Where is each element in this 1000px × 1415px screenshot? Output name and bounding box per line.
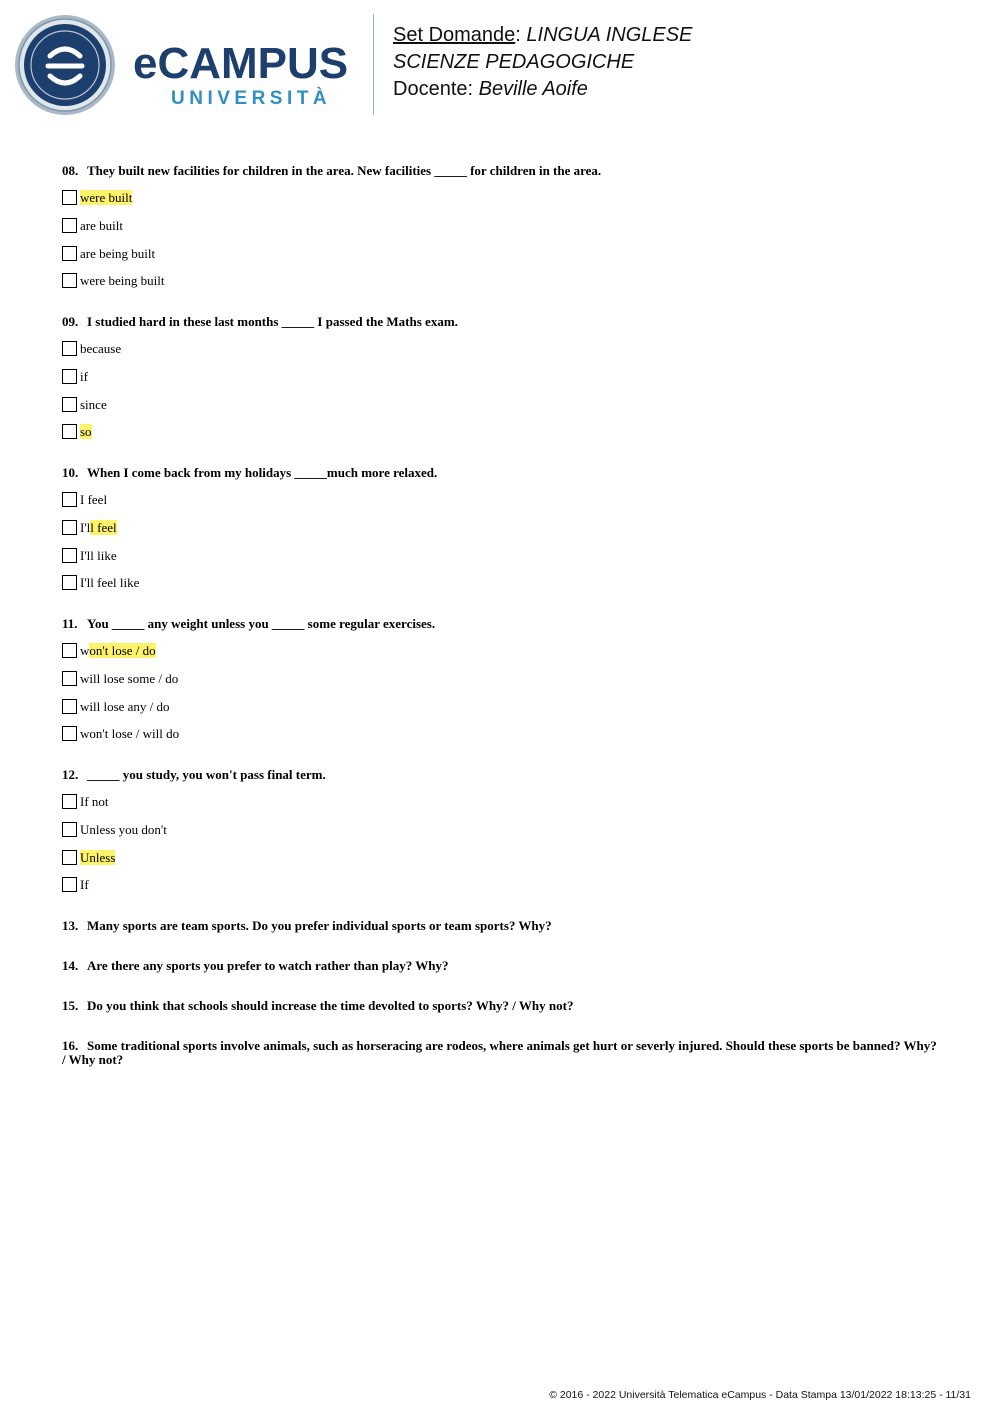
question-14 (62, 959, 448, 973)
question-number: 11. (62, 616, 78, 631)
option-label: I'll feel like (80, 575, 140, 590)
highlighted-answer: Unless (80, 850, 116, 865)
question-16 (62, 1039, 942, 1067)
highlighted-answer: so (80, 424, 92, 439)
option-label: I'll feel (80, 520, 117, 535)
question-text: Are there any sports you prefer to watch rather than play? Why? (87, 958, 449, 973)
option-label: Unless you don't (80, 822, 167, 837)
option-label (80, 190, 132, 205)
question-number: 08. (62, 163, 79, 178)
option-label (80, 424, 92, 439)
question-text: _____ you study, you won't pass final term. (87, 767, 326, 782)
header-info (393, 22, 692, 103)
checkbox[interactable] (62, 397, 77, 412)
set-sep: : (515, 24, 527, 46)
checkbox[interactable] (62, 520, 77, 535)
checkbox[interactable] (62, 699, 77, 714)
option-label: I feel (80, 492, 108, 507)
option-label: will lose any / do (80, 699, 170, 714)
question-number: 16. (62, 1038, 79, 1053)
question-number: 10. (62, 465, 79, 480)
teacher-name: Beville Aoife (478, 78, 588, 100)
option-label: will lose some / do (80, 671, 179, 686)
option-label: won't lose / do (80, 643, 156, 658)
ecampus-wordmark (133, 40, 358, 112)
checkbox[interactable] (62, 850, 77, 865)
question-08 (62, 164, 601, 178)
checkbox[interactable] (62, 492, 77, 507)
course-name: SCIENZE PEDAGOGICHE (393, 51, 635, 73)
ecampus-seal-logo (14, 14, 116, 116)
checkbox[interactable] (62, 643, 77, 658)
option-label (80, 850, 115, 865)
set-value: LINGUA INGLESE (526, 24, 693, 46)
checkbox[interactable] (62, 726, 77, 741)
question-10 (62, 466, 437, 480)
question-13 (62, 919, 552, 933)
highlighted-answer: were built (80, 190, 133, 205)
question-text: When I come back from my holidays _____much more relaxed. (87, 465, 438, 480)
option-label: since (80, 397, 107, 412)
header-divider (373, 14, 374, 115)
question-text: Some traditional sports involve animals, such as horseracing are rodeos, where animals get hurt or severly injured. Should these sports be banned? Why? / Why not? (62, 1038, 937, 1067)
question-15 (62, 999, 573, 1013)
question-number: 14. (62, 958, 79, 973)
checkbox[interactable] (62, 369, 77, 384)
brand-name: eCAMPUS (133, 39, 349, 88)
teacher-line (393, 76, 692, 103)
question-12 (62, 768, 326, 782)
option-label: If not (80, 794, 109, 809)
checkbox[interactable] (62, 273, 77, 288)
question-09 (62, 315, 458, 329)
checkbox[interactable] (62, 822, 77, 837)
question-number: 12. (62, 767, 79, 782)
option-label: are built (80, 218, 123, 233)
question-number: 09. (62, 314, 79, 329)
highlighted-answer: on't lose / do (89, 643, 156, 658)
question-number: 13. (62, 918, 79, 933)
option-label: I'll like (80, 548, 117, 563)
question-text: You _____ any weight unless you _____ some regular exercises. (87, 616, 436, 631)
teacher-label: Docente: (393, 78, 479, 100)
page-footer: © 2016 - 2022 Università Telematica eCampus - Data Stampa 13/01/2022 18:13:25 - 11/31 (549, 1389, 971, 1401)
option-label: are being built (80, 246, 156, 261)
option-label: if (80, 369, 88, 384)
set-label: Set Domande (393, 24, 516, 46)
option-label: won't lose / will do (80, 726, 180, 741)
highlighted-answer: l feel (90, 520, 117, 535)
question-11 (62, 617, 435, 631)
checkbox[interactable] (62, 575, 77, 590)
option-label: were being built (80, 273, 165, 288)
course-line (393, 49, 692, 76)
brand-sub: UNIVERSITÀ (171, 88, 332, 109)
option-label: because (80, 341, 122, 356)
checkbox[interactable] (62, 671, 77, 686)
checkbox[interactable] (62, 190, 77, 205)
question-text: Many sports are team sports. Do you prefer individual sports or team sports? Why? (87, 918, 552, 933)
option-label: If (80, 877, 89, 892)
checkbox[interactable] (62, 548, 77, 563)
set-line (393, 22, 692, 49)
checkbox[interactable] (62, 794, 77, 809)
checkbox[interactable] (62, 424, 77, 439)
question-text: Do you think that schools should increase the time devolted to sports? Why? / Why not? (87, 998, 574, 1013)
checkbox[interactable] (62, 341, 77, 356)
checkbox[interactable] (62, 218, 77, 233)
question-text: They built new facilities for children in the area. New facilities _____ for children in the area. (87, 163, 602, 178)
question-text: I studied hard in these last months _____ I passed the Maths exam. (87, 314, 458, 329)
checkbox[interactable] (62, 246, 77, 261)
checkbox[interactable] (62, 877, 77, 892)
question-number: 15. (62, 998, 79, 1013)
